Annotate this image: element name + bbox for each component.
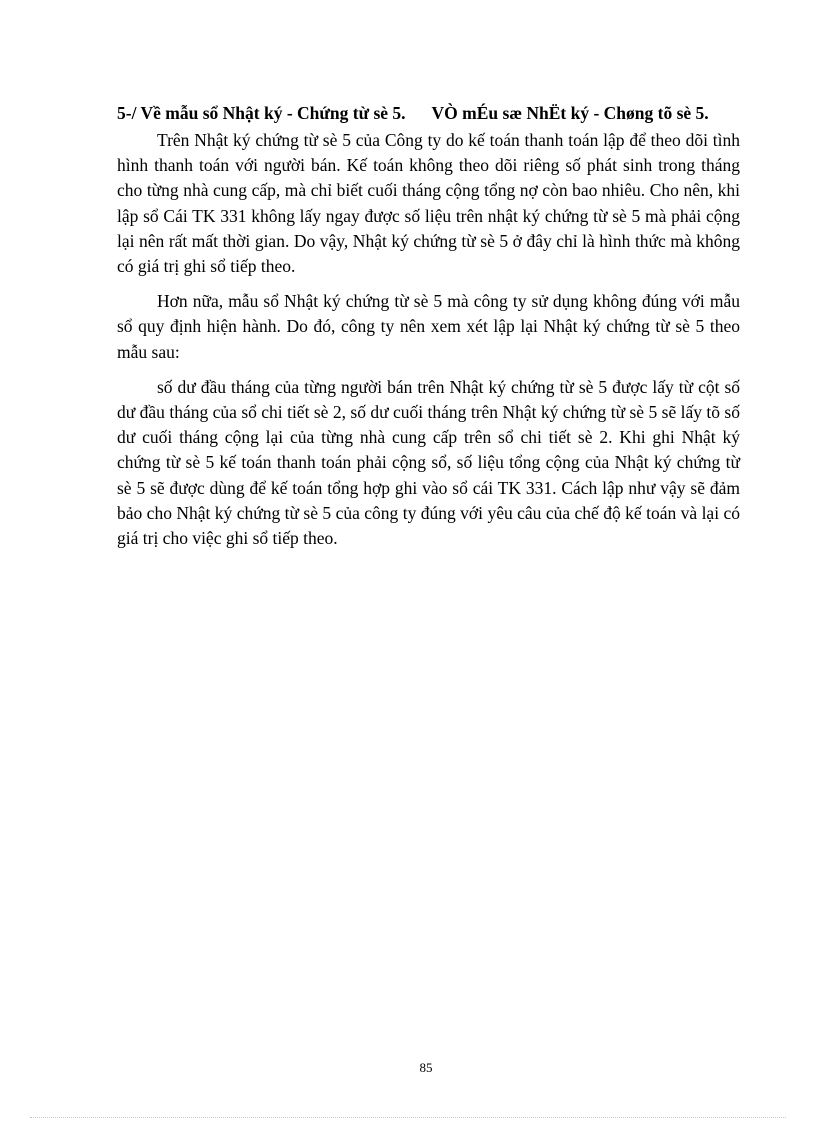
page-bottom-divider xyxy=(30,1117,786,1118)
page-content xyxy=(117,101,740,561)
section-title: 5-/ Về mẫu sổ Nhật ký - Chứng từ sè 5. xyxy=(117,103,406,123)
page-number: 85 xyxy=(419,1060,433,1075)
paragraph: số dư đầu tháng của từng người bán trên Nhật ký chứng từ sè 5 được lấy từ cột số dư đầu tháng của sổ chi tiết sè 2, số dư cuối tháng trên Nhật ký chứng từ sè 5 sẽ lấy tõ số dư cuối tháng cộng lại của từng nhà cung cấp trên sổ chi tiết sè 2. Khi ghi Nhật ký chứng từ sè 5 kế toán thanh toán phải cộng sổ, số liệu tổng cộng của Nhật ký chứng từ sè 5 sẽ được dùng để kế toán tổng hợp ghi vào sổ cái TK 331. Cách lập như vậy sẽ đảm bảo cho Nhật ký chứng từ sè 5 của công ty đúng với yêu câu của chế độ kế toán và lại có giá trị cho việc ghi sổ tiếp theo. xyxy=(117,376,740,549)
section-title-garbled: VÒ mÉu sæ NhËt ký - Chøng tõ sè 5. xyxy=(431,103,709,123)
section-heading xyxy=(117,101,740,126)
paragraph: Trên Nhật ký chứng từ sè 5 của Công ty do kế toán thanh toán lập để theo dõi tình hình thanh toán với người bán. Kế toán không theo dõi riêng số phát sinh trong tháng cho từng nhà cung cấp, mà chỉ biết cuối tháng cộng tổng nợ còn bao nhiêu. Cho nên, khi lập sổ Cái TK 331 không lấy ngay được số liệu trên nhật ký chứng từ sè 5 mà phải cộng lại nên rất mất thời gian. Do vậy, Nhật ký chứng từ sè 5 ở đây chỉ là hình thức mà không có giá trị ghi sổ tiếp theo. xyxy=(117,130,740,277)
paragraph: Hơn nữa, mẫu sổ Nhật ký chứng từ sè 5 mà công ty sử dụng không đúng với mẫu sổ quy định hiện hành. Do đó, công ty nên xem xét lập lại Nhật ký chứng từ sè 5 theo mẫu sau: xyxy=(117,291,740,362)
